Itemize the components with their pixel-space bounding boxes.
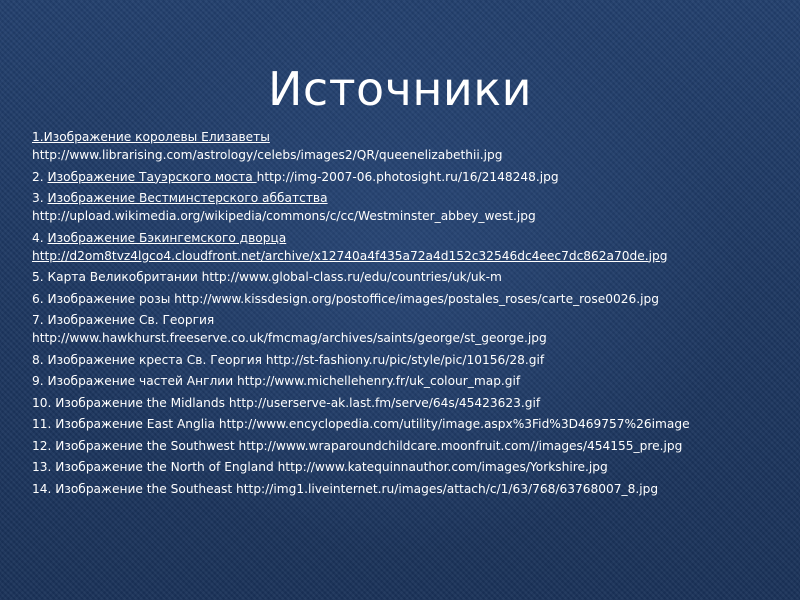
source-item-5: 5. Карта Великобритании http://www.global-class.ru/edu/countries/uk/uk-m bbox=[32, 270, 502, 284]
source-item-3 bbox=[32, 189, 792, 225]
source-item-8: 8. Изображение креста Св. Георгия http://st-fashiony.ru/pic/style/pic/10156/28.gif bbox=[32, 352, 545, 367]
source-item-6: 6. Изображение розы http://www.kissdesign.org/postoffice/images/postales_roses/carte_rose0026.jpg bbox=[32, 291, 659, 306]
source-item-1 bbox=[32, 128, 792, 164]
source-item-2-url: http://img-2007-06.photosight.ru/16/2148248.jpg bbox=[256, 169, 559, 184]
source-item-4-label-line bbox=[32, 229, 792, 247]
source-item-1-url: http://www.librarising.com/astrology/celebs/images2/QR/queenelizabethii.jpg bbox=[32, 148, 503, 162]
source-item-10: 10. Изображение the Midlands http://userserve-ak.last.fm/serve/64s/45423623.gif bbox=[32, 395, 541, 410]
source-item-3-label-line bbox=[32, 189, 792, 207]
source-item-4-link[interactable]: Изображение Бэкингемского дворца bbox=[47, 230, 287, 245]
source-item-2 bbox=[32, 168, 792, 186]
source-item-3-url: http://upload.wikimedia.org/wikipedia/commons/c/cc/Westminster_abbey_west.jpg bbox=[32, 209, 536, 223]
source-item-4 bbox=[32, 229, 792, 265]
source-item-2-number: 2. bbox=[32, 169, 48, 184]
source-item-3-number: 3. bbox=[32, 191, 48, 205]
source-item-9: 9. Изображение частей Англии http://www.michellehenry.fr/uk_colour_map.gif bbox=[32, 374, 521, 388]
source-item-14: 14. Изображение the Southeast http://img1.liveinternet.ru/images/attach/c/1/63/768/63768007_8.jpg bbox=[32, 481, 659, 496]
source-item-3-link[interactable]: Изображение Вестминстерского аббатства bbox=[47, 191, 328, 205]
source-item-4-url-link[interactable]: http://d2om8tvz4lgco4.cloudfront.net/archive/x12740a4f435a72a4d152c32546dc4eec7dc862a70de.jpg bbox=[32, 248, 668, 263]
source-item-2-link[interactable]: Изображение Тауэрского моста bbox=[47, 169, 257, 184]
source-item-7-url: http://www.hawkhurst.freeserve.co.uk/fmcmag/archives/saints/george/st_george.jpg bbox=[32, 331, 547, 345]
source-item-7-label: 7. Изображение Св. Георгия bbox=[32, 313, 215, 327]
source-item-11: 11. Изображение East Anglia http://www.encyclopedia.com/utility/image.aspx%3Fid%3D469757%26image bbox=[32, 417, 690, 431]
source-item-1-link[interactable]: 1.Изображение королевы Елизаветы bbox=[32, 130, 270, 144]
slide-title: Источники bbox=[268, 62, 532, 116]
sources-list bbox=[32, 128, 792, 501]
source-item-1-label-line bbox=[32, 128, 792, 146]
source-item-12: 12. Изображение the Southwest http://www.wraparoundchildcare.moonfruit.com//images/454155_pre.jpg bbox=[32, 438, 683, 453]
source-item-7 bbox=[32, 311, 792, 347]
source-item-4-number: 4. bbox=[32, 230, 48, 245]
source-item-13: 13. Изображение the North of England http://www.katequinnauthor.com/images/Yorkshire.jpg bbox=[32, 460, 608, 474]
